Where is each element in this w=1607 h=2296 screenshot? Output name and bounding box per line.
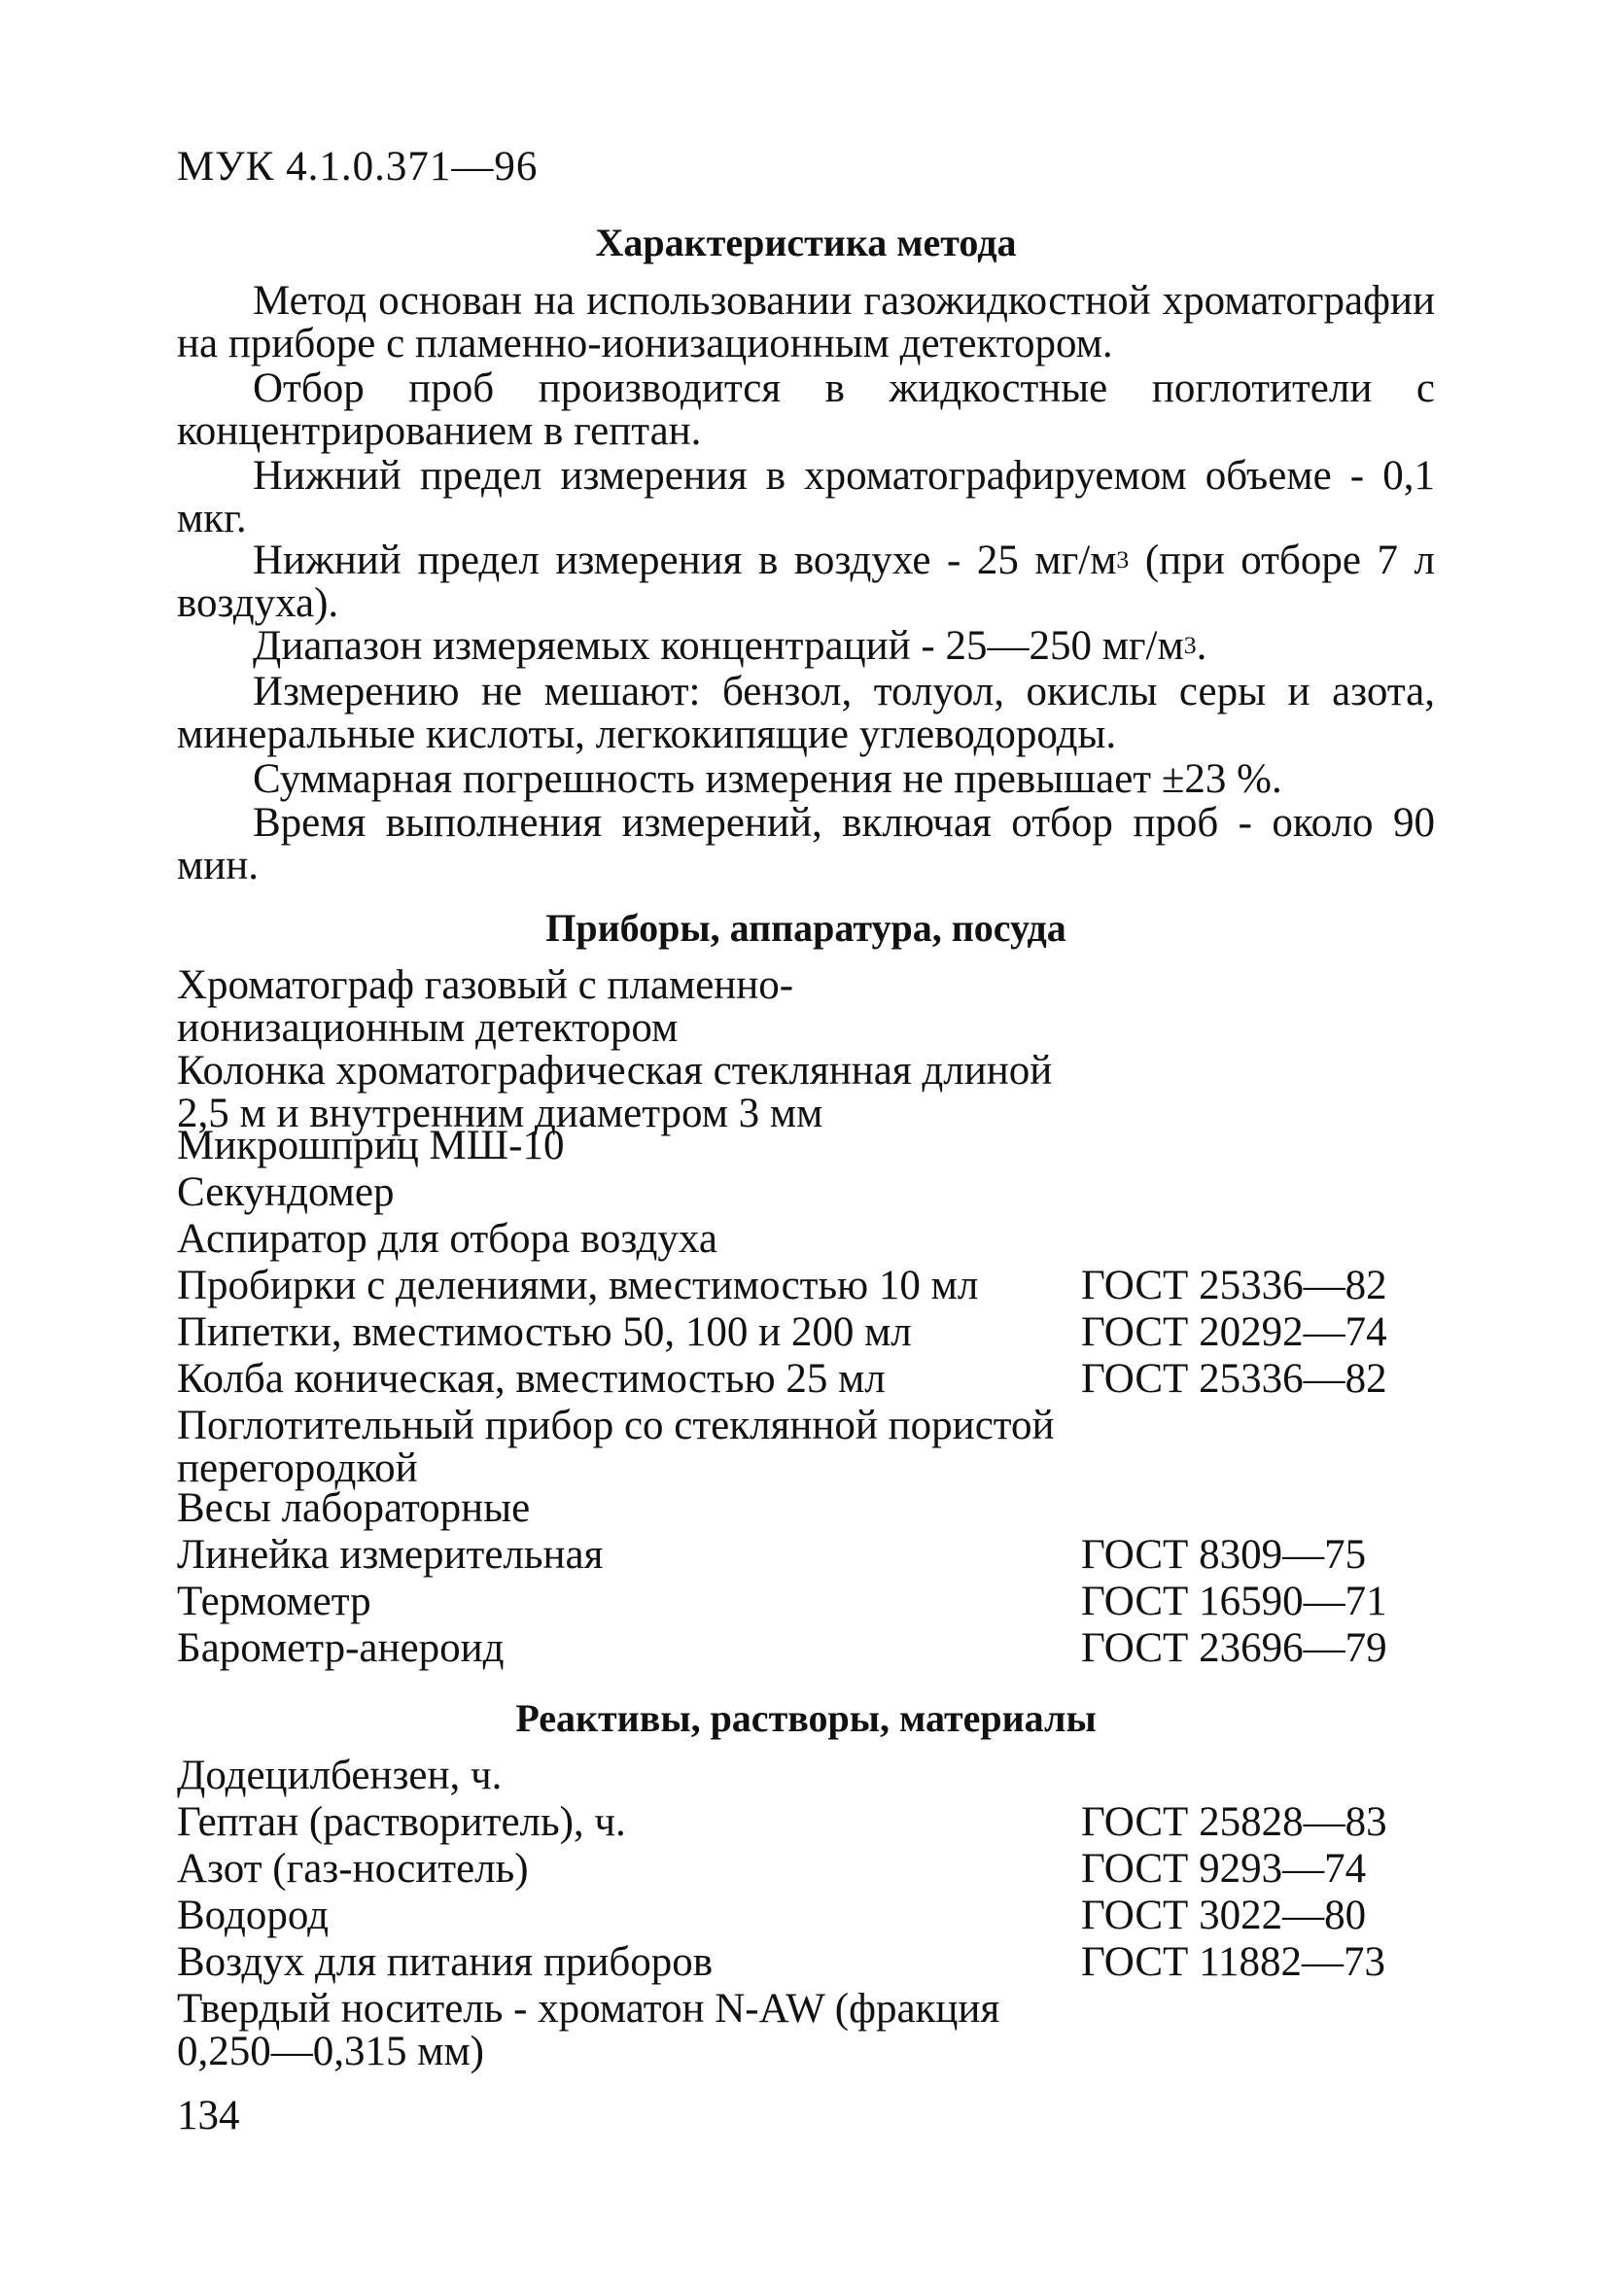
reagent-name: Додецилбензен, ч.	[177, 1753, 503, 1798]
method-paragraph-5	[177, 625, 1435, 668]
page-number: 134	[177, 2093, 240, 2139]
equipment-name: Линейка измерительная	[177, 1532, 604, 1578]
section-heading-equipment: Приборы, аппаратура, посуда	[545, 906, 1066, 950]
equipment-name: Аспиратор для отбора воздуха	[177, 1216, 717, 1262]
method-p5-text-tail: .	[1196, 623, 1207, 669]
method-p5-text: Диапазон измеряемых концентраций - 25—250 мг/м	[253, 623, 1184, 669]
method-paragraph-8: Время выполнения измерений, включая отбор проб - около 90 мин.	[177, 800, 1435, 888]
equipment-name: Пробирки с делениями, вместимостью 10 мл	[177, 1263, 979, 1308]
reagent-standard: ГОСТ 3022—80	[1081, 1893, 1367, 1938]
equipment-name: Поглотительный прибор со стеклянной пористой перегородкой	[177, 1403, 1055, 1491]
equipment-standard: ГОСТ 25336—82	[1081, 1356, 1387, 1402]
method-p4-text-tail: (при отборе 7 л воздуха).	[177, 538, 1435, 626]
equipment-name: Весы лабораторные	[177, 1485, 531, 1531]
superscript: 3	[1183, 630, 1197, 659]
document-code: МУК 4.1.0.371—96	[177, 144, 539, 190]
equipment-name: Хроматограф газовый с пламенно-ионизационным детектором	[177, 962, 794, 1051]
reagent-name: Водород	[177, 1893, 329, 1938]
section-heading-method: Характеристика метода	[595, 221, 1017, 264]
method-paragraph-6: Измерению не мешают: бензол, толуол, окислы серы и азота, минеральные кислоты, легкокипящие углеводороды.	[177, 669, 1435, 757]
method-paragraph-2: Отбор проб производится в жидкостные поглотители с концентрированием в гептан.	[177, 365, 1435, 454]
reagent-name: Азот (газ-носитель)	[177, 1846, 529, 1892]
reagent-name: Воздух для питания приборов	[177, 1939, 714, 1985]
method-p4-text: Нижний предел измерения в воздухе - 25 мг/м	[253, 538, 1117, 583]
reagent-name: Твердый носитель - хроматон N-AW (фракция 0,250—0,315 мм)	[177, 1986, 1000, 2074]
equipment-name: Барометр-анероид	[177, 1625, 505, 1671]
equipment-name: Пипетки, вместимостью 50, 100 и 200 мл	[177, 1309, 912, 1355]
equipment-name: Колонка хроматографическая стеклянная длиной 2,5 м и внутренним диаметром 3 мм	[177, 1048, 1053, 1136]
equipment-name: Колба коническая, вместимостью 25 мл	[177, 1356, 886, 1402]
method-paragraph-1: Метод основан на использовании газожидкостной хроматографии на приборе с пламенно-ионизационным детектором.	[177, 278, 1435, 366]
method-paragraph-3: Нижний предел измерения в хроматографируемом объеме - 0,1 мкг.	[177, 453, 1435, 541]
equipment-standard: ГОСТ 23696—79	[1081, 1625, 1387, 1671]
equipment-standard: ГОСТ 25336—82	[1081, 1263, 1387, 1308]
section-heading-reagents: Реактивы, растворы, материалы	[515, 1696, 1097, 1740]
method-paragraph-4	[177, 539, 1435, 625]
equipment-name: Микрошприц МШ-10	[177, 1123, 565, 1168]
reagent-standard: ГОСТ 11882—73	[1081, 1939, 1385, 1985]
method-paragraph-7: Суммарная погрешность измерения не превышает ±23 %.	[253, 756, 1282, 802]
reagent-standard: ГОСТ 9293—74	[1081, 1846, 1367, 1892]
equipment-standard: ГОСТ 20292—74	[1081, 1309, 1387, 1355]
reagent-name: Гептан (растворитель), ч.	[177, 1799, 626, 1845]
equipment-name: Термометр	[177, 1579, 371, 1624]
reagent-standard: ГОСТ 25828—83	[1081, 1799, 1387, 1845]
equipment-standard: ГОСТ 8309—75	[1081, 1532, 1367, 1578]
equipment-standard: ГОСТ 16590—71	[1081, 1579, 1387, 1624]
superscript: 3	[1116, 544, 1130, 574]
equipment-name: Секундомер	[177, 1169, 395, 1215]
